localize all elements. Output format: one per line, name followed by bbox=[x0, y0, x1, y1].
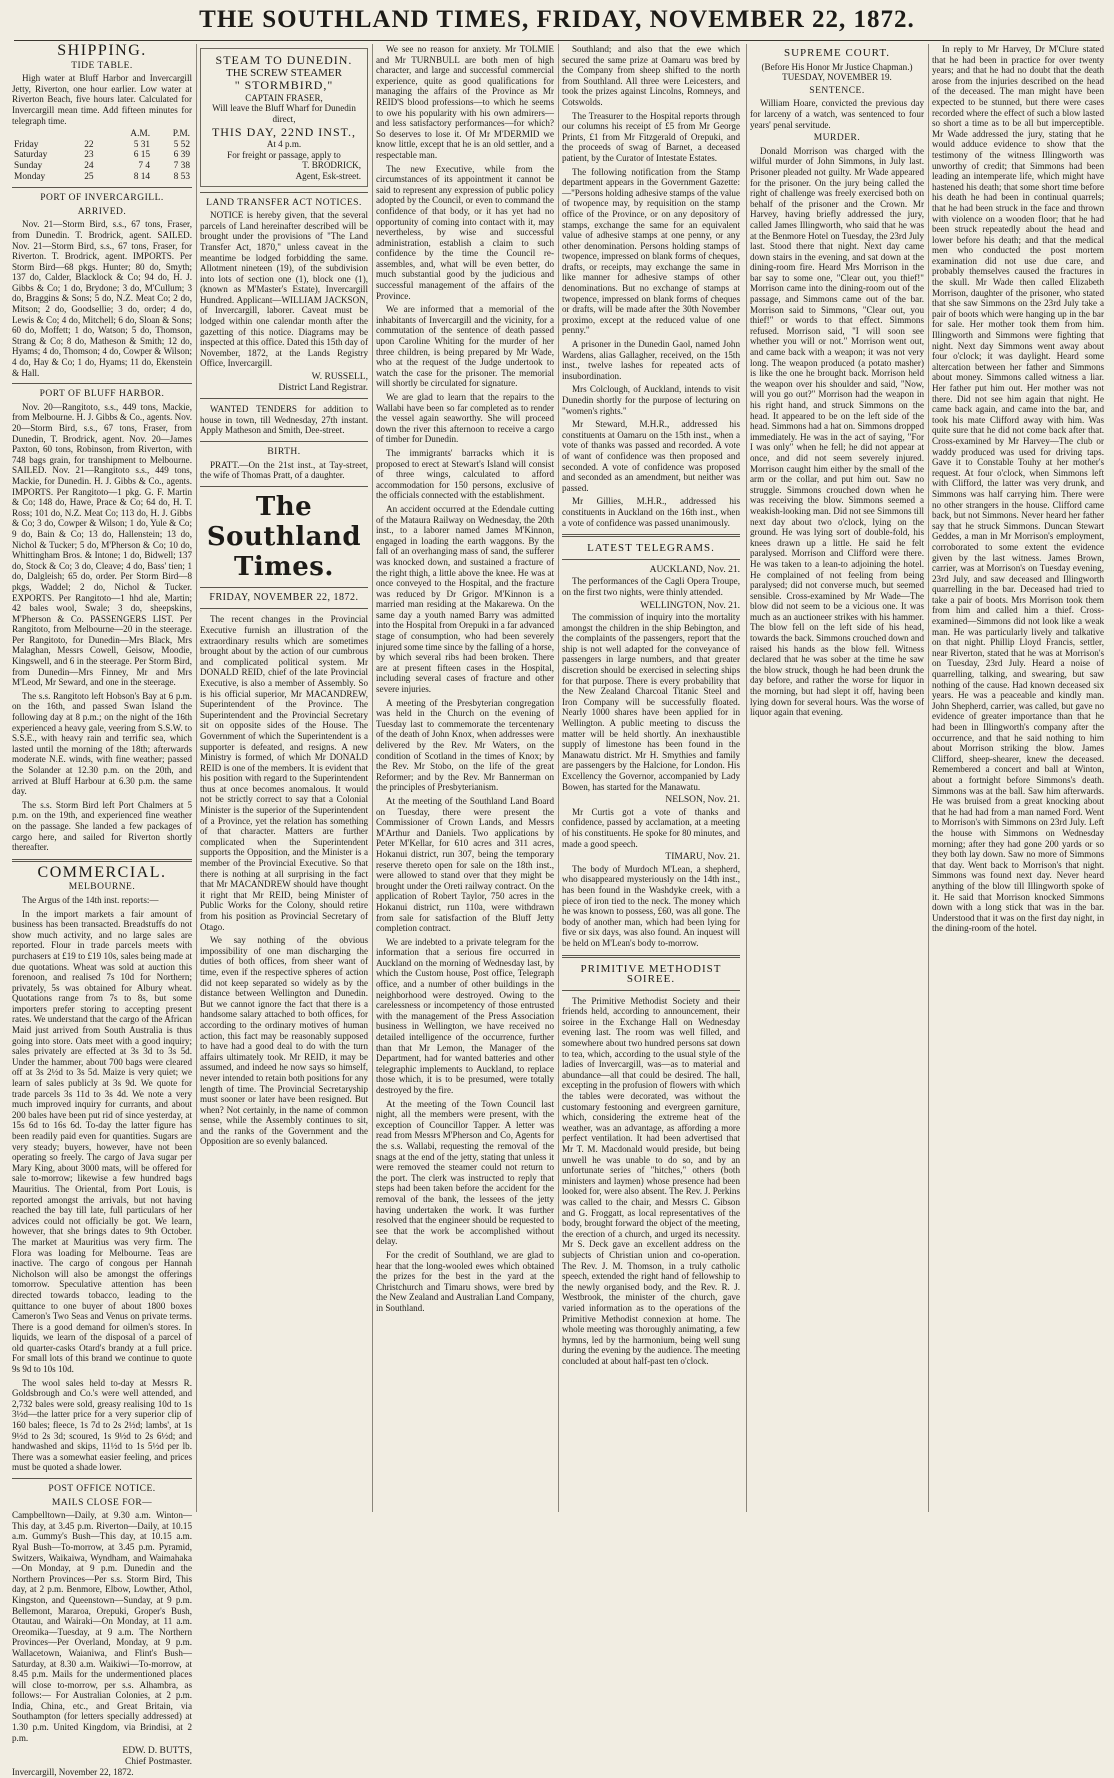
land-notice-text: NOTICE is hereby given, that the several parcels of Land hereinafter described will be brought under the provisions of "The Land Transfer Act, 1870," unless caveat in the meantime be lodged forbidding the same. Allotment nineteen (19), of the subdivision into lots of section one (1), block one (1), (known as M'Master's Estate), Invercargill Hundred. Applicant—WILLIAM JACKSON, of Invercargill, laborer. Caveat must be lodged within one calendar month after the gazetting of this notice. Diagrams may be inspected at this office. Dated this 15th day of November, 1872, at the Lands Registry Office, Invercargill. bbox=[200, 210, 368, 369]
birth-heading: BIRTH. bbox=[267, 447, 301, 457]
port-bluff-heading: PORT OF BLUFF HARBOR. bbox=[39, 389, 165, 400]
divider bbox=[200, 192, 368, 193]
tide-day: Saturday bbox=[14, 150, 48, 161]
divider bbox=[200, 608, 368, 609]
tide-table bbox=[12, 129, 192, 182]
land-notice-heading: LAND TRANSFER ACT NOTICES. bbox=[206, 197, 362, 208]
steam-ad-date: THIS DAY, 22ND INST., bbox=[211, 124, 357, 139]
tide-row bbox=[12, 140, 192, 151]
editorial-dateline: FRIDAY, NOVEMBER 22, 1872. bbox=[209, 591, 359, 603]
column-rule bbox=[746, 44, 747, 1512]
court-report-text: Donald Morrison was charged with the wilful murder of John Simmons, in July last. Prisoner pleaded not guilty. Mr Wade appeared for the prisoner. On the jury being called the right of challenge was freely exercised both on behalf of the prisoner and the Crown. Mr Harvey, having briefly addressed the jury, called James Illingworth, who said that he was at the Benmore Hotel on Tuesday, the 23rd July last. Stood there that night. Next day came down stairs in the evening, and sat down at the dining-room fire. Heard Mrs Morrison in the bar say to some one, "Clear out, you thief!" Morrison came into the dining-room out of the passage, and Simmons came out of the bar. Morrison said to Simmons, "Clear out, you thief!" or words to that effect. Simmons refused. Morrison said, "I will soon see whether you will or not." Morrison went out, and came back with a weapon; it was not very long. The weapon produced (a potato masher) is like the one he brought back. Morrison held the weapon over his shoulder and said, "Now, will you go out?" Morrison had the weapon in his right hand, and struck Simmons on the head. It appeared to be on the left side of the head. Simmons had a hat on. Simmons dropped immediately. He was in the act of saying, "For I was only" when he fell; he did not appear at once, and did not seem severely injured. Morrison caught him either by the small of the arm or the collar, and put him out. Saw no struggle. Simmons crouched down when he was receiving the blow. Simmons seemed a weakish-looking man. Did not see Simmons till next day about two o'clock, lying on the ground. He was lying sort of double-fold, his knees drawn up a little. He said he felt paralysed. Morrison and Clifford were there. He was taken to a lean-to adjoining the hotel. He complained of not feeling from being paralysed; did not converse much, but seemed sensible. Cross-examined by Mr Wade—The blow did not seem to be a vicious one. It was much as an auctioneer strikes with his hammer. The blow fell on the left side of his head, towards the back. Simmons crouched down and raised his hands as the blow fell. Witness declared that he was sober at the time he saw the blow struck, though he had been drunk the day before, and rather the worse for liquor in the morning, but had slept it off, having been lying down for several hours. Was the worse of liquor again that evening. bbox=[750, 145, 925, 718]
post-office-date: Invercargill, November 22, 1872. bbox=[12, 1767, 134, 1778]
tide-row bbox=[12, 161, 192, 172]
tide-col-am: A.M. bbox=[130, 129, 151, 140]
rangitoto-report: The s.s. Rangitoto left Hobson's Bay at 6 p.m. on the 16th, and passed Swan Island the following day at 8 p.m.; on the night of the 16th experienced a heavy gale, veering from S.S.W. to S.S.E., with heavy rain and terrific sea, which lasted until the morning of the 18th; afterwards moderate N.E. winds, with fine weather; passed the Solander at 12.30 p.m. on the 20th, and arrived at Bluff Harbour at 6.30 p.m. the same day. bbox=[12, 690, 192, 797]
court-heading: SUPREME COURT. bbox=[783, 47, 891, 59]
telegram-text: The performances of the Cagli Opera Troupe, on the first two nights, were thinly attended. bbox=[562, 576, 740, 597]
steam-ad-ship: " STORMBIRD," bbox=[234, 78, 334, 93]
tide-date: 23 bbox=[84, 150, 94, 161]
registrar-title: District Land Registrar. bbox=[278, 382, 368, 393]
tide-am: 6 15 bbox=[133, 150, 151, 161]
postmaster-name: EDW. D. BUTTS, bbox=[122, 1746, 192, 1757]
news-paragraph: Mr Steward, M.H.R., addressed his constituents at Oamaru on the 15th inst., when a vote of thanks was passed and recorded. A vote of want of confidence was then proposed and seconded. A vote of confidence was proposed and seconded as an amendment, but neither was passed. bbox=[562, 419, 740, 493]
sentence-text: William Hoare, convicted the previous day for larceny of a watch, was sentenced to four years' penal servitude. bbox=[750, 98, 924, 130]
news-paragraph: An accident occurred at the Edendale cutting of the Mataura Railway on Wednesday, the 20th inst., to a laborer named James M'Kinnon, engaged in loading the earth waggons. By the fall of an overhanging mass of sand, the sufferer was knocked down, and sustained a fracture of the right thigh, a little above the knee. He was at once conveyed to the Hospital, and the fracture was reduced by Dr Grigor. M'Kinnon is a married man residing at the Makarewa. On the same day a youth named Barry was admitted into the Hospital from Orepuki in a far advanced stage of consumption, who had been severely injured some time since by the falling of a horse, by which several ribs had been broken. There are at present fifteen cases in the Hospital, including several cases of fracture and other severe injuries. bbox=[376, 503, 554, 695]
divider bbox=[200, 398, 368, 399]
court-date: TUESDAY, NOVEMBER 19. bbox=[782, 72, 892, 83]
court-report-continued: In reply to Mr Harvey, Dr M'Clure stated that he had been in practice for over twenty years; and that he had no doubt that the death arose from the injuries described on the head of the deceased. The man might have been expected to be stunned, but there were cases recorded where the effect of such a blow lasted so short a time as to be all but imperceptible. Mr Wade addressed the jury, stating that he would adduce evidence to show that the testimony of the witness Illingworth was unworthy of credit; that Simmons had been leading an intemperate life, which might have hastened his death; that some short time before his death he had been in continual quarrels; that he had been struck in the face and thrown with violence on a wooden floor; that he had been struck repeatedly about the head and lower before his death; and that the medical men who conducted the post mortem examination did not use due care, and probably themselves caused the fractures in the skull. Mr Wade then called Elizabeth Morrison, daughter of the prisoner, who stated that she saw Simmons on the 23rd July take a pair of boots which were hanging up in the bar for sale. Her mother took them from him. Illingworth and Simmons were fighting that night. Next day Simmons went away about four o'clock; it was daylight. Heard some altercation between her father and Simmons about money. Simmons called witness a liar. Her father put him out. Her mother was not there. Did not see him again that night. He came back again, and came into the bar, and took his mate Clifford away with him. Was quite sure that he did not come back after that. Cross-examined by Mr Harvey—The club or waddy produced was used for driving taps. Gave it to Constable Touhy at her mother's request. At four o'clock, when Simmons left with Clifford, the latter was very drunk, and Simmons was half carrying him. There were no other strangers in the house. Clifford came back, but not Simmons. Never heard her father say that he struck Simmons. Duncan Stewart Geddes, a man in Mr Morrison's employment, corroborated to some extent the evidence given by the last witness. James Brown, carrier, was at Morrison's on Tuesday evening, 23rd July, and saw deceased and Illingworth quarrelling in the bar. Deceased had tried to take a pair of boots. Mrs Morrison took them from him and called him a thief. Cross-examined—Simmons did not look like a weak man. He was particularly lively and talkative on that night. Phillip Lloyd Francis, settler, near Riverton, stated that he was at Morrison's on Tuesday, 23rd July. Heard a noise of quarrelling, talking, and swearing, but saw nothing of the cause. Had known deceased six years. He was a peaceable and kindly man. John Shepherd, carrier, was called, but gave no evidence of greater importance than that he had been in Illingworth's company after the occurrence, and that he said nothing to him about Morrison striking the blow. James Clifford, sheep-shearer, knew the deceased. Remembered a concert and ball at Winton, about a fortnight before Simmons's death. Simmons was at the ball. Saw him afterwards. He was bruised from a great knocking about that he had had from a man named Ford. Went to Morrison's with Simmons on 23rd July. Left the house with Simmons on Wednesday morning; after they had gone 200 yards or so they both lay down. Saw no more of Simmons that day. Went back to Morrison's that night. Simmons was found next day. Never heard anything of the blow till Illingworth spoke of it. He said that Morrison knocked Simmons down with a long stick that was in the bar. Understood that it was on the first day night, in the dining-room of the hotel. bbox=[932, 44, 1104, 934]
news-paragraph: For the credit of Southland, we are glad to hear that the long-wooled ewes which obtained the prizes for the best in the yard at the Christchurch and Timaru shows, were bred by the New Zealand and Australian Land Company, in Southland. bbox=[376, 1249, 554, 1313]
news-paragraph: At the meeting of the Town Council last night, all the members were present, with the exception of Councillor Tapper. A letter was read from Messrs M'Pherson and Co, Agents for the s.s. Wallabi, requesting the removal of the snags at the end of the jetty, stating that unless it were removed the steamer could not return to the port. The clerk was instructed to reply that steps had been taken before the accident for the removal of the bank, the lessees of the jetty having undertaken the work. It was further resolved that the engineer should be requested to see that the work be accomplished without delay. bbox=[376, 1098, 554, 1247]
telegram-dateline: WELLINGTON, Nov. 21. bbox=[640, 600, 740, 611]
editorial-paragraph: We see no reason for anxiety. Mr TOLMIE and Mr TURNBULL are both men of high character, and large and successful commercial experience, quite as good qualifications for managing the affairs of the Province as Mr REID'S blood professions—to which he seems to owe his popularity with his own admirers—and less satisfactory performances—for which? So deserves to lose it. Of Mr M'DERMID we know little, except that he is an old settler, and a respectable man. bbox=[376, 44, 554, 160]
divider bbox=[562, 990, 740, 991]
editorial-paragraph: We say nothing of the obvious impossibility of one man discharging the duties of both offices, from sheer want of time, even if the respective spheres of action did not keep separated so widely as by the distance between Wellington and Dunedin. But we cannot ignore the fact that there is a handsome salary attached to both offices, for according to the ordinary motives of human action, this fact may be reasonably supposed to have had a good deal to do with the turn affairs ultimately took. Mr REID, it may be assumed, and indeed he now says so himself, never intended to retain both positions for any length of time. The Provincial Secretaryship must sooner or later have been resigned. But when? Not certainly, in the name of common sense, while the Assembly continues to sit, and the ranks of the Government and the Opposition are so evenly balanced. bbox=[200, 935, 368, 1147]
commercial-text: In the import markets a fair amount of business has been transacted. Breadstuffs do not show much activity, and no large sales are reported. Flour in trade parcels meets with purchasers at £19 to £19 10s, sales being made at due quotations. Wheat was sold at auction this forenoon, and realised 7s 10d for Northern; privately, 5s was obtained for Albury wheat. Quotations range from 7s to 8s, but some importers prefer storing to accepting present rates. We understand that the cargo of the African Maid just arrived from South Australia is thus going into store. Oats meet with a good inquiry; sales privately are effected at 3s 3d to 3s 5d. Under the hammer, about 700 bags were cleared off at 3s 2½d to 3s 5d. Maize is very quiet; we learn of sales publicly at 3s 9d. We quote for trade parcels 3s 11d to 3s 4d. We note a very much improved inquiry for currants, and about 200 bales have been put rid of since yesterday, at 15s 6d to 16s 6d. To-day the latter figure has been readily paid even for quantities. Sugars are very steady; buyers, however, have not been operating so freely. The cargo of Java sugar per Mary King, about 3000 mats, will be offered for sale to-morrow; likewise a few hundred bags Mauritius. The Oriental, from Port Louis, is reported amongst the arrivals, but not having reached the bay till late, full particulars of her advices could not officially be got. We learn, however, that she brings dates to 9th October. The market at Mauritius was very firm. The Flora was loading for Melbourne. Teas are inactive. The cargo of congous per Hannah Nicholson will also be amongst the offerings tomorrow. Speculative attention has been directed towards tobacco, leading to the quittance to one buyer of about 1800 boxes Cameron's Two Seas and Venus on private terms. There is a good demand for oilmen's stores. In liquids, we learn of the disposal of a parcel of old quarter-casks Otard's brandy at a full price. For small lots of this brand we continue to quote 9s 9d to 10s 10d. bbox=[12, 908, 192, 1375]
divider bbox=[200, 587, 368, 588]
news-paragraph: The following notification from the Stamp department appears in the Government Gazette:—"Persons holding adhesive stamps of the value of twopence may, by requisition on the stamp office of the Province, or on any depository of stamps, exchange the same for an equivalent value of adhesive stamps at one penny, or any other denomination. Persons holding stamps of twopence, impressed on blank forms of cheques, drafts, or receipts, may exchange the same in like manner for adhesive stamps of other denominations. But no exchange of stamps at twopence, impressed on blank forms of cheques or drafts, will be made after the 30th November proximo, except at the reduced value of one penny." bbox=[562, 166, 740, 336]
commercial-intro: The Argus of the 14th inst. reports:— bbox=[22, 894, 159, 905]
divider bbox=[200, 441, 368, 442]
news-paragraph: A meeting of the Presbyterian congregation was held in the Church on the evening of Tuesday last to commemorate the tercentenary of the death of John Knox, when addresses were delivered by the Rev. Mr Waters, on the condition of Scotland in the times of Knox; by the Rev. Mr Stobo, on the life of the great Reformer; and by the Rev. Mr Bannerman on the principles of Presbyterianism. bbox=[376, 697, 554, 793]
tide-row bbox=[12, 172, 192, 183]
birth-notice: PRATT.—On the 21st inst., at Tay-street, the wife of Thomas Pratt, of a daughter. bbox=[200, 459, 368, 481]
steam-ad-agent-title: Agent, Esk-street. bbox=[295, 170, 361, 181]
stormbird-report: The s.s. Storm Bird left Port Chalmers at 5 p.m. on the 19th, and experienced fine weather on the passage. She landed a few packages of cargo here, and sailed for Riverton shortly thereafter. bbox=[12, 799, 192, 853]
tender-advertisement: WANTED TENDERS for addition to house in town, till Wednesday, 27th instant. Apply Matheson and Smith, Dee-street. bbox=[200, 404, 368, 436]
column-rule bbox=[558, 44, 559, 1512]
tide-date: 24 bbox=[84, 160, 94, 171]
divider bbox=[562, 559, 740, 560]
telegram-dateline: AUCKLAND, Nov. 21. bbox=[649, 564, 740, 575]
tide-col-pm: P.M. bbox=[172, 129, 190, 140]
news-paragraph: The immigrants' barracks which it is proposed to erect at Stewart's Island will consist of three wings, calculated to afford accommodation for 150 persons, exclusive of the officials connected with the establishment. bbox=[376, 447, 554, 501]
melbourne-subheading: MELBOURNE. bbox=[68, 882, 136, 893]
post-office-text: Campbelltown—Daily, at 9.30 a.m. Winton—This day, at 3.45 p.m. Riverton—Daily, at 10.15 a.m. Gummy's Bush—This day, at 10.15 a.m. Ryal Bush—To-morrow, at 3.45 p.m. Pyramid, Switzers, Waikaiwa, Wyndham, and Waimahaka—On Monday, at 9 p.m. Dunedin and the Northern Provinces—Per s.s. Storm Bird, This day, at 2 p.m. Benmore, Elbow, Lowther, Athol, Kingston, and Queenstown—Sunday, at 9 p.m. Bellemont, Mararoa, Orepuki, Groper's Bush, Otautau, and Wairaki—On Monday, at 11 a.m. Oreomika—Tuesday, at 9 a.m. The Northern Provinces—Per Overland, Monday, at 9 p.m. Wallacetown, Waianiwa, and Flint's Bush—Saturday, at 8.30 a.m. Waikiwi—To-morrow, at 8.45 p.m. Mails for the undermentioned places will close to-morrow, per s.s. Alhambra, as follows:— For Australian Colonies, at 2 p.m. India, China, etc., and Great Britain, via Southampton (for letters specially addressed) at 1.30 p.m. United Kingdom, via Brindisi, at 2 p.m. bbox=[12, 1510, 192, 1743]
news-paragraph: Mrs Colclough, of Auckland, intends to visit Dunedin shortly for the purpose of lecturing on "women's rights." bbox=[562, 384, 740, 416]
divider bbox=[12, 383, 192, 384]
news-paragraph: The new Executive, while from the circumstances of its appointment it cannot be said to represent any expression of public policy adopted by the Council, or even to command the confidence of that body, or it has yet had no opportunity of coming into contact with it, may nevertheless, by wise and successful administration, establish a claim to such confidence by the time the Council re-assembles, and, what will be even better, do much substantial good by the judicious and successful management of the affairs of the Province. bbox=[376, 163, 554, 301]
divider bbox=[200, 486, 368, 487]
tide-pm: 6 39 bbox=[173, 150, 190, 161]
column-rule bbox=[928, 44, 929, 1512]
steam-ad-agent: T. BRODRICK, bbox=[302, 160, 361, 171]
tide-row bbox=[12, 150, 192, 161]
divider bbox=[12, 859, 192, 862]
tide-day: Sunday bbox=[14, 160, 43, 171]
registrar-name: W. RUSSELL, bbox=[311, 372, 368, 383]
column-ads-editorial bbox=[200, 44, 368, 1512]
soiree-text: The Primitive Methodist Society and their friends held, according to announcement, their soiree in the Exchange Hall on Wednesday evening last. The room was well filled, and somewhere about two hundred persons sat down to tea, which, according to the usual style of the ladies of Invercargill, was—as to material and abundance—all that could be desired. The hall, excepting in the profusion of flowers with which the tables were decorated, was without the customary festooning and evergreen garniture, which, considering the extreme heat of the weather, was an advantage, as affording a more perfect ventilation. It had been advertised that Mr T. M. Macdonald would preside, but being unwell he was unable to do so, and by an unfortunate series of "hitches," others (both ministers and laymen) whose presence had been looked for, were also absent. The Rev. J. Perkins was called to the chair, and Messrs C. Gibson and G. Froggatt, as local representatives of the body, brought forward the object of the meeting, the erection of a church, and urged its necessity. Mr S. Deck gave an excellent address on the subjects of Christian union and co-operation. The Rev. J. M. Thomson, in a truly catholic speech, extended the right hand of fellowship to the newly organised body, and the Rev. R. J. Westbrook, the minister of the church, gave varied information as to the operations of the Primitive Methodist connexion at home. The whole meeting was thoroughly animating, a few hymns, led by the harmonium, being well sung during the evening by the audience. The meeting concluded at about half-past ten o'clock. bbox=[562, 995, 740, 1366]
steam-ad-apply: For freight or passage, apply to bbox=[227, 149, 341, 160]
commercial-heading: COMMERCIAL. bbox=[37, 863, 167, 881]
tide-note: High water at Bluff Harbor and Invercargill Jetty, Riverton, one hour earlier. Low water at Riverton Beach, five hours later. Calculated for Invercargill mean time. Add fifteen minutes for telegraph time. bbox=[12, 73, 192, 126]
column-court-1 bbox=[750, 44, 924, 1512]
divider bbox=[12, 187, 192, 188]
port-bluff-text: Nov. 20—Rangitoto, s.s., 449 tons, Mackie, from Melbourne. H. J. Gibbs & Co., agents. Nov. 20—Storm Bird, s.s., 67 tons, Fraser, from Dunedin, T. Brodrick, agent. Nov. 20—James Paxton, 60 tons, Robinson, from Riverton, with 748 bags grain, for transhipment to Melbourne. SAILED. Nov. 21—Rangitoto s.s., 449 tons, Mackie, for Dunedin. H. J. Gibbs & Co., agents. IMPORTS. Per Rangitoto—1 pkg. G. F. Martin & Co; 148 do, Hawe, Prace & Co; 64 do, H. T. Ross; 101 do, N.Z. Meat Co; 113 do, H. J. Gibbs & Co; 3 do, Cowper & Wilson; 1 do, Yule & Co; 9 do, Bain & Co; 13 do, Hallenstein; 13 do, Nichol & Tucker; 5 do, M'Pherson & Co; 10 do, Whittingham Bros. & Intone; 1 do, Bidwell; 137 do, Stock & Co; 3 do, Cleave; 4 do, Bass' tien; 1 do, Dalgleish; 65 do, order. Per Storm Bird—8 pkgs, Waddel; 2 do, Nichol & Tucker. EXPORTS. Per Rangitoto—1 hhd ale, Martin; 42 bales wool, Swale; 3 do, sheepskins, M'Pherson & Co. PASSENGERS LIST. Per Rangitoto, from Melbourne—20 in the steerage. Per Rangitoto, for Dunedin—Mrs Black, Mrs Malaghan, Messrs Cowell, Geisow, Moodie, Kingswell, and 6 in the steerage. Per Storm Bird, from Dunedin—Mrs Finney, Mr and Mrs M'Leod, Mr Seward, and one in the steerage. bbox=[12, 401, 192, 688]
port-invercargill-heading: PORT OF INVERCARGILL. bbox=[40, 193, 164, 204]
masthead-rule bbox=[14, 40, 1100, 41]
news-paragraph: At the meeting of the Southland Land Board on Tuesday, there were present the Commissioner of Crown Lands, and Messrs M'Arthur and Daniels. Two applications by Peter M'Kellar, for 610 acres and 311 acres, Hokanui district, run 307, being the temporary reserve thereto open for sale on the 18th inst., were allowed to stand over that they might be brought under the Oreti railway contract. On the application of Robert Taylor, 750 acres in the Hokanui district, run 110a, were withdrawn from sale for satisfaction of the Bluff Jetty completion contract. bbox=[376, 795, 554, 934]
steam-ad-body: Will leave the Bluff Wharf for Dunedin direct, bbox=[212, 103, 356, 124]
steam-ad-line: THE SCREW STEAMER bbox=[226, 66, 342, 79]
tide-table-heading: TIDE TABLE. bbox=[71, 60, 133, 71]
soiree-heading: PRIMITIVE METHODIST SOIREE. bbox=[580, 962, 722, 986]
tide-date: 25 bbox=[84, 171, 94, 182]
tide-day: Friday bbox=[14, 139, 39, 150]
murder-subheading: MURDER. bbox=[813, 133, 861, 144]
telegram-text: The body of Murdoch M'Lean, a shepherd, who disappeared mysteriously on the 14th inst., has been found in the Washdyke creek, with a piece of iron tied to the neck. The money which he was known to possess, £60, was all gone. The body of another man, which had been lying for five or six days, was also found. An inquest will be held on M'Lean's body to-morrow. bbox=[562, 863, 740, 948]
editorial-paragraph: The recent changes in the Provincial Executive furnish an illustration of the extraordinary results which are sometimes brought about by the action of our cumbrous and complicated political system. Mr DONALD REID, chief of the late Provincial Executive, is also a member of Assembly. So is his official superior, Mr MACANDREW, Superintendent of the Province. The Superintendent and the Provincial Secretary sit on opposite sides of the House. The Government of which the Superintendent is a supporter is defeated, and resigns. A new Ministry is formed, of which Mr DONALD REID is one of the members. It is evident that his position with regard to the Superintendent thus at once becomes anomalous. It would not be strictly correct to say that a Colonial Minister is the superior of the Superintendent of a Province, yet the relation has something of that character. Matters are further complicated when the Superintendent supports the Opposition, and the Minister is a member of the Provincial Executive. So that there is nothing at all surprising in the fact that Mr MACANDREW should have thought it right that Mr REID, being Minister of Public Works for the Colony, should retire from his position as Provincial Secretary of Otago. bbox=[200, 614, 368, 932]
tide-pm: 8 53 bbox=[173, 171, 190, 182]
newspaper-logo: The Southland Times. bbox=[206, 491, 362, 582]
tide-pm: 5 52 bbox=[173, 139, 190, 150]
postmaster-title: Chief Postmaster. bbox=[124, 1756, 192, 1767]
telegram-text: Mr Curtis got a vote of thanks and confidence, passed by acclamation, at a meeting of his constituents. He spoke for 80 minutes, and made a good speech. bbox=[562, 806, 740, 849]
court-judge: (Before His Honor Mr Justice Chapman.) bbox=[761, 61, 913, 72]
mails-close-subheading: MAILS CLOSE FOR— bbox=[51, 1497, 153, 1508]
wool-sales-text: The wool sales held to-day at Messrs R. Goldsbrough and Co.'s were well attended, and 2,732 bales were sold, greasy realising 10d to 1s 3½d—the latter price for a very superior clip of 160 bales; fleece, 1s 7d to 2s 2½d; lambs', at 1s 9½d to 2s 3d; scoured, 1s 9½d to 2s 6½d; and handwashed and skips, 11½d to 1s 5½d per lb. There was a somewhat easier feeling, and prices must be quoted a shade lower. bbox=[12, 1377, 192, 1473]
telegram-dateline: NELSON, Nov. 21. bbox=[665, 795, 740, 806]
telegrams-heading: LATEST TELEGRAMS. bbox=[587, 542, 715, 555]
sentence-subheading: SENTENCE. bbox=[809, 85, 865, 96]
news-paragraph: Southland; and also that the ewe which secured the same prize at Oamaru was bred by the Company from sheep shifted to the north from Southland. All three were Leicesters, and took the prizes against Lincolns, Romneys, and Cotswolds. bbox=[562, 44, 740, 107]
news-paragraph: We are glad to learn that the repairs to the Wallabi have been so far completed as to render the vessel again seaworthy. She will proceed down the river this afternoon to receive a cargo of timber for Dunedin. bbox=[376, 392, 554, 445]
telegram-dateline: TIMARU, Nov. 21. bbox=[665, 852, 740, 863]
divider bbox=[562, 534, 740, 537]
news-paragraph: We are indebted to a private telegram for the information that a serious fire occurred in Auckland on the morning of Wednesday last, by which the Custom house, Post office, Telegraph office, and a number of other buildings in the neighborhood were destroyed. Owing to the carelessness or incompetency of those entrusted with the management of the Press Association business in Wellington, we have received no detailed intelligence of the occurrence, further than that Mr Lemon, the Manager of the Department, had for wanted batteries and other telegraphic implements to Auckland, to replace those which, it is to be presumed, were totally destroyed by the fire. bbox=[376, 936, 554, 1095]
news-paragraph: We are informed that a memorial of the inhabitants of Invercargill and the vicinity, for a commutation of the sentence of death passed upon Caroline Whiting for the murder of her three children, is being prepared by Mr Wade, who at the request of the Judge undertook to watch the case for the prisoner. The memorial will shortly be circulated for signature. bbox=[376, 304, 554, 389]
port-invercargill-text: Nov. 21—Storm Bird, s.s., 67 tons, Fraser, from Dunedin. T. Brodrick, agent. SAILED. Nov. 21—Storm Bird, s.s., 67 tons, Fraser, for Riverton. T. Brodrick, agent. IMPORTS. Per Storm Bird—68 pkgs. Hunter; 80 do, Smyth; 137 do, Calder, Blacklock & Co; 94 do, H. J. Gibbs & Co; 1 do, Brydone; 3 do, M'Cullum; 3 do, Braggins & Sons; 5 do, N.Z. Meat Co; 2 do, Mitson; 2 do, Goodsellie; 3 do, order; 4 do, Lewis & Co; 4 do, Mitchell; 6 do, Sloan & Sons; 60 do, Moffett; 1 do, Watson; 5 do, Thomson, Strang & Co; 8 do, Matheson & Smith; 12 do, Hyams; 4 do, Thomson; 4 do, Cowper & Wilson; 4 do, Hay & Co; 1 do, Hyams; 11 do, Ekenstein & Hall. bbox=[12, 219, 192, 378]
steam-advertisement bbox=[200, 48, 368, 187]
steam-ad-title: STEAM TO DUNEDIN. bbox=[215, 53, 353, 67]
news-paragraph: A prisoner in the Dunedin Gaol, named John Wardens, alias Gallagher, received, on the 15th inst., twelve lashes for repeated acts of insubordination. bbox=[562, 339, 740, 381]
post-office-heading: POST OFFICE NOTICE. bbox=[48, 1484, 156, 1494]
column-shipping bbox=[12, 42, 192, 1778]
column-local-news bbox=[376, 44, 554, 1512]
steam-ad-time: At 4 p.m. bbox=[266, 139, 302, 150]
tide-date: 22 bbox=[84, 139, 94, 150]
tide-am: 8 14 bbox=[133, 171, 151, 182]
divider bbox=[12, 1478, 192, 1479]
divider bbox=[562, 955, 740, 958]
column-rule bbox=[372, 44, 373, 1512]
shipping-heading: SHIPPING. bbox=[57, 42, 147, 59]
column-telegrams bbox=[562, 44, 740, 1512]
tide-day: Monday bbox=[14, 171, 46, 182]
news-paragraph: The Treasurer to the Hospital reports through our columns his receipt of £5 from Mr George Prints, £1 from Mr Fitzgerald of Orepuki, and the proceeds of swag of Barnet, a deceased patient, by the Curator of Intestate Estates. bbox=[562, 110, 740, 163]
tide-am: 5 31 bbox=[133, 139, 151, 150]
tide-am: 7 4 bbox=[138, 160, 151, 171]
tide-pm: 7 38 bbox=[173, 160, 190, 171]
column-rule bbox=[196, 44, 197, 1512]
news-paragraph: Mr Gillies, M.H.R., addressed his constituents in Auckland on the 16th inst., when a vote of confidence was passed unanimously. bbox=[562, 496, 740, 528]
telegram-text: The commission of inquiry into the mortality amongst the children in the ship Bebington, and the complaints of the passengers, report that the ship is not well adapted for the conveyance of passengers in large numbers, and that greater discretion should be exercised in selecting ships for that purpose. There is every probability that the New Zealand Charcoal Titanic Steel and Iron Company will be successfully floated. Nearly 1000 shares have been applied for in Wellington. A public meeting to discuss the matter will be held shortly. An inexhaustible supply of limestone has been found in the Manawatu district. Mr H. Smythies and family are passengers by the Halcione, for London. His Excellency the Governor, accompanied by Lady Bowen, has started for the Manawatu. bbox=[562, 612, 740, 792]
steam-ad-captain: CAPTAIN FRASER, bbox=[245, 92, 323, 103]
arrived-subheading: ARRIVED. bbox=[77, 206, 127, 217]
masthead: THE SOUTHLAND TIMES, FRIDAY, NOVEMBER 22, 1872. bbox=[199, 6, 915, 33]
column-court-2 bbox=[932, 44, 1104, 1512]
